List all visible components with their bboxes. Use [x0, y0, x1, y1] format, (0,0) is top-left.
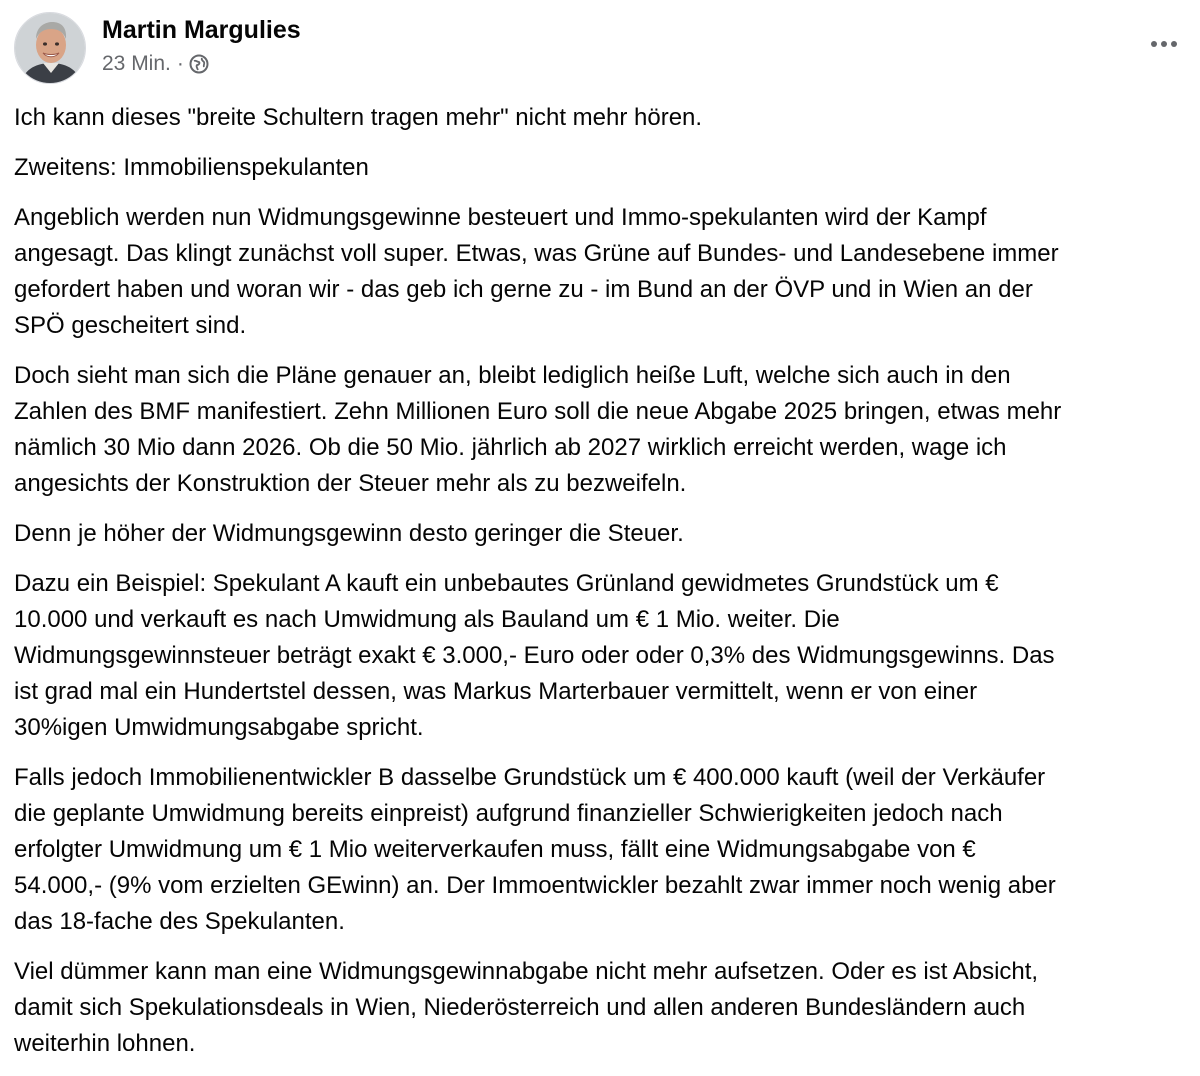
- post-paragraph: Viel dümmer kann man eine Widmungsgewinnabgabe nicht mehr aufsetzen. Oder es ist Absicht, damit sich Spekulationsdeals in Wien, Niederösterreich und allen anderen Bundesländern auch weiterhin lohnen.: [14, 958, 1039, 1057]
- post-meta: [102, 50, 210, 78]
- more-options-icon[interactable]: [1144, 32, 1184, 56]
- post-paragraph: Falls jedoch Immobilienentwickler B dasselbe Grundstück um € 400.000 kauft (weil der Verkäufer die geplante Umwidmung bereits einpreist) aufgrund finanzieller Schwierigkeiten jedoch nach erfolgter Umwidmung um € 1 Mio weiterverkaufen muss, fällt eine Widmungsabgabe von € 54.000,- (9% vom erzielten GEwinn) an. Der Immoentwickler bezahlt zwar immer noch wenig aber das 18-fache des Spekulanten.: [14, 764, 1056, 935]
- post-paragraph: Ich kann dieses "breite Schultern tragen mehr" nicht mehr hören.: [14, 104, 703, 131]
- post-paragraph: Doch sieht man sich die Pläne genauer an, bleibt lediglich heiße Luft, welche sich auch in den Zahlen des BMF manifestiert. Zehn Millionen Euro soll die neue Abgabe 2025 bringen, etwas mehr nämlich 30 Mio dann 2026. Ob die 50 Mio. jährlich ab 2027 wirklich erreicht werden, wage ich angesichts der Konstruktion der Steuer mehr als zu bezweifeln.: [14, 362, 1062, 497]
- post-paragraph: Dazu ein Beispiel: Spekulant A kauft ein unbebautes Grünland gewidmetes Grundstück um € 10.000 und verkauft es nach Umwidmung als Bauland um € 1 Mio. weiter. Die Widmungsgewinnsteuer beträgt exakt € 3.000,- Euro oder oder 0,3% des Widmungsgewinns. Das ist grad mal ein Hundertstel dessen, was Markus Marterbauer vermittelt, wenn er von einer 30%igen Umwidmungsabgabe spricht.: [14, 570, 1055, 741]
- author-name[interactable]: Martin Margulies: [102, 16, 301, 44]
- post-timestamp[interactable]: 23 Min.: [102, 52, 171, 75]
- post-paragraph: Angeblich werden nun Widmungsgewinne besteuert und Immo-spekulanten wird der Kampf angesagt. Das klingt zunächst voll super. Etwas, was Grüne auf Bundes- und Landesebene immer gefordert haben und woran wir - das geb ich gerne zu - im Bund an der ÖVP und in Wien an der SPÖ gescheitert sind.: [14, 204, 1059, 339]
- post-paragraph: Zweitens: Immobilienspekulanten: [14, 154, 369, 181]
- post-paragraph: Denn je höher der Widmungsgewinn desto geringer die Steuer.: [14, 520, 684, 547]
- meta-separator: ·: [176, 52, 184, 75]
- avatar[interactable]: [14, 12, 86, 84]
- avatar-portrait-icon: [15, 13, 86, 84]
- post-body: [14, 100, 1192, 1076]
- globe-icon[interactable]: [188, 53, 210, 75]
- post-header: [14, 12, 1190, 88]
